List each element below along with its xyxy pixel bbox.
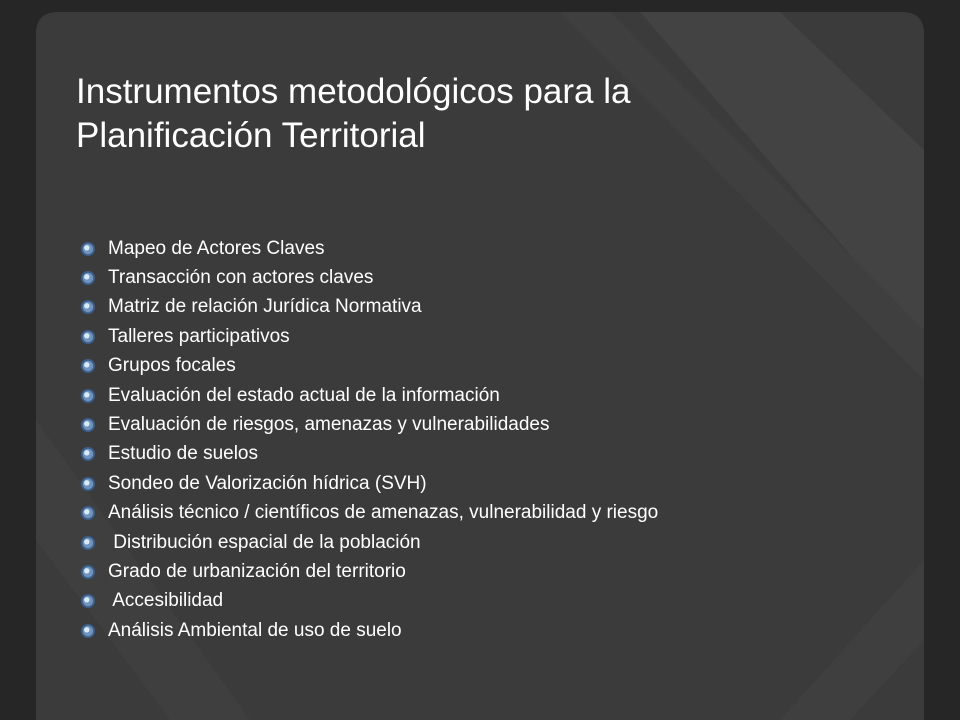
slide-title-line-1: Instrumentos metodológicos para la [76,72,631,111]
bullet-item-matriz [80,293,658,322]
bullet-item-evaluacion-riesgos [80,410,658,439]
bullet-text: Análisis Ambiental de uso de suelo [108,619,402,641]
round-bullet-icon [80,623,96,639]
bullet-item-evaluacion-informacion [80,381,658,410]
bullet-item-analisis-tecnico [80,499,658,528]
bullet-text: Evaluación de riesgos, amenazas y vulnerabilidades [108,414,550,436]
bullet-item-sondeo [80,469,658,498]
round-bullet-icon [80,593,96,609]
round-bullet-icon [80,329,96,345]
bullet-item-grado-urbanizacion [80,557,658,586]
round-bullet-icon [80,505,96,521]
round-bullet-icon [80,270,96,286]
round-bullet-icon [80,299,96,315]
bullet-item-distribucion [80,528,658,557]
round-bullet-icon [80,446,96,462]
round-bullet-icon [80,241,96,257]
round-bullet-icon [80,564,96,580]
bullet-item-analisis-ambiental [80,616,658,645]
bullet-list [80,234,658,645]
round-bullet-icon [80,358,96,374]
bullet-text: Matriz de relación Jurídica Normativa [108,296,422,318]
bullet-item-talleres [80,322,658,351]
slide-title [76,70,836,158]
bullet-text: Talleres participativos [108,325,290,347]
round-bullet-icon [80,417,96,433]
round-bullet-icon [80,535,96,551]
bullet-item-mapeo [80,234,658,263]
bullet-text: Sondeo de Valorización hídrica (SVH) [108,472,427,494]
bullet-text: Grupos focales [108,355,236,377]
bullet-item-estudio-suelos [80,440,658,469]
round-bullet-icon [80,388,96,404]
bullet-text: Evaluación del estado actual de la información [108,384,500,406]
bullet-text: Transacción con actores claves [108,267,374,289]
round-bullet-icon [80,476,96,492]
bullet-text: Grado de urbanización del territorio [108,560,406,582]
bullet-text: Estudio de suelos [108,443,258,465]
slide-title-line-2: Planificación Territorial [76,116,426,155]
bullet-text: Mapeo de Actores Claves [108,237,325,259]
bullet-item-transaccion [80,263,658,292]
bullet-text: Distribución espacial de la población [108,531,421,553]
bullet-item-accesibilidad [80,587,658,616]
bullet-text: Accesibilidad [108,590,224,612]
bullet-text: Análisis técnico / científicos de amenazas, vulnerabilidad y riesgo [108,502,659,524]
bullet-item-grupos [80,352,658,381]
